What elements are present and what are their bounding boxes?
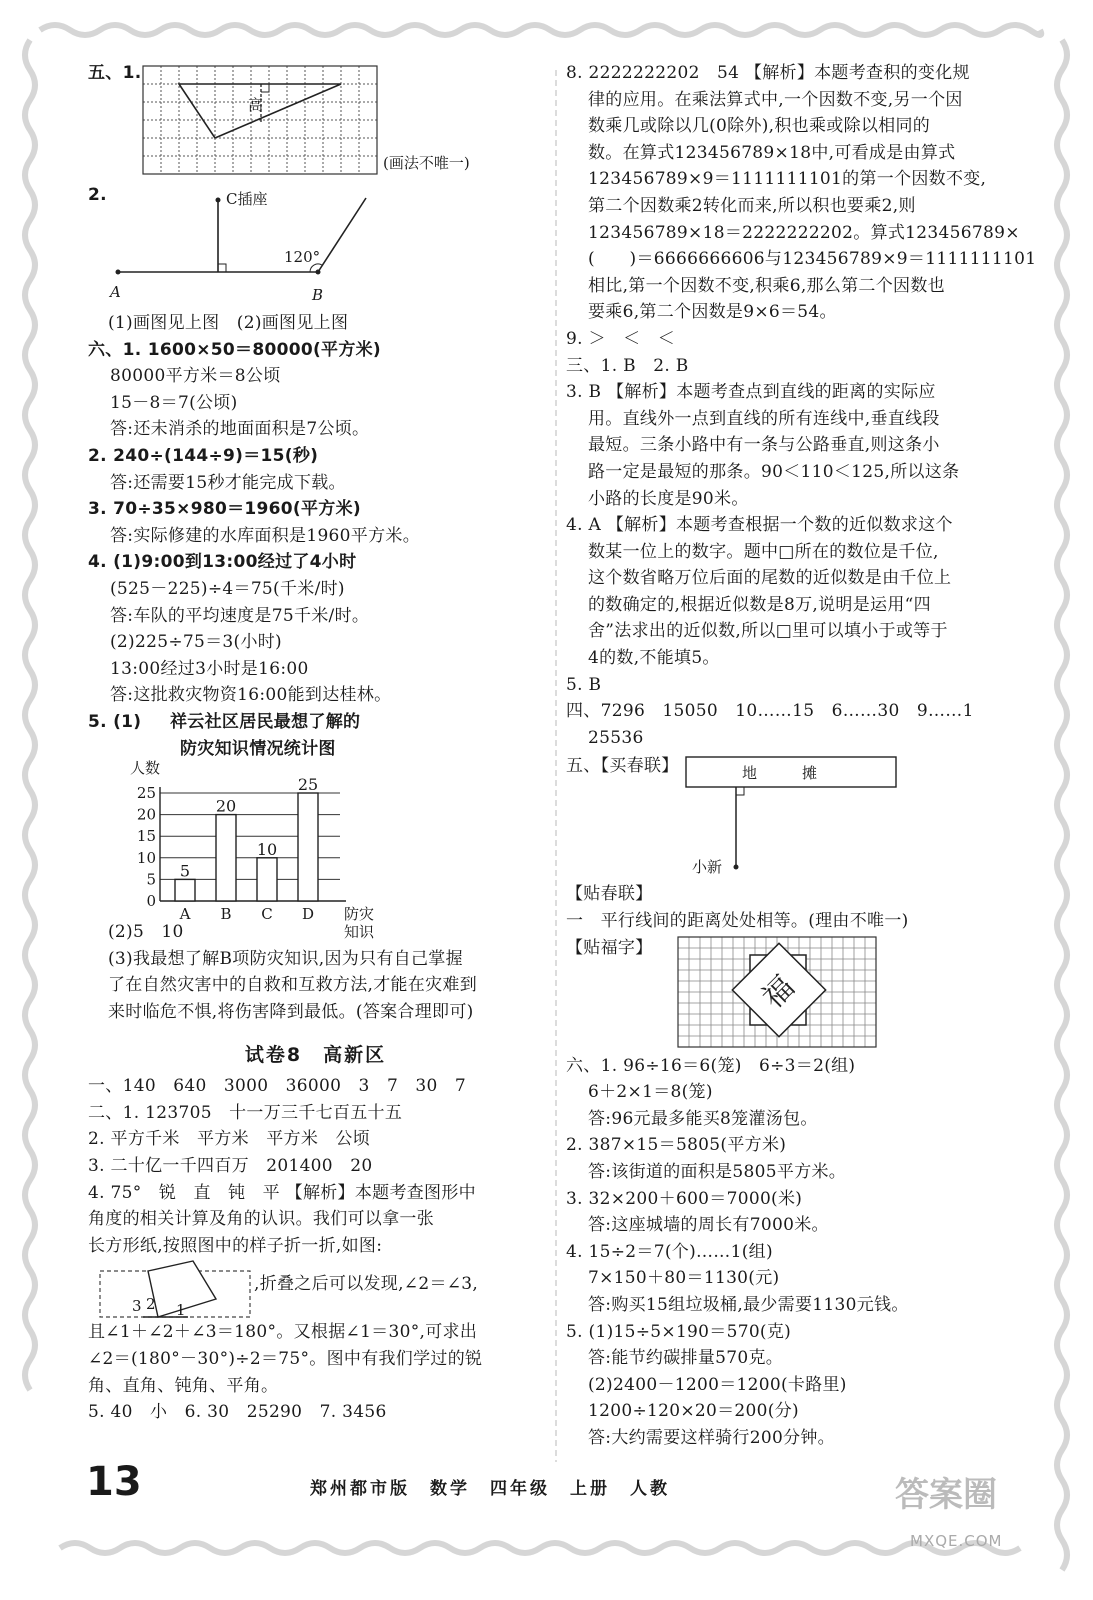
r-s6-q4-2: 7×150＋80＝1130(元) [588,1268,780,1289]
r-s3-q4-2: 数某一位上的数字。题中□所在的数位是千位, [588,541,939,562]
fu-character: 福 [755,969,802,1016]
post-couplet-label: 【贴春联】 [566,884,653,905]
s8-q2-1: 二、1. 123705 十一万三千七百五十五 [88,1102,403,1123]
watermark-url: MXQE.COM [910,1532,1003,1550]
y-tick-15: 15 [136,827,156,846]
point-a-label: A [110,283,121,301]
r-s6-q1-3: 答:96元最多能买8笼灌汤包。 [588,1108,818,1129]
r-s3-q3-4: 路一定是最短的那条。90＜110＜125,所以这条 [588,461,960,482]
q6-4-line4: (2)225÷75＝3(小时) [110,632,282,653]
s8-q2-4a: 4. 75° 锐 直 钝 平 【解析】本题考查图形中 [88,1182,476,1203]
r-s6-q1-1: 六、1. 96÷16＝6(笼) 6÷3＝2(组) [566,1055,856,1076]
q6-1-line3: 15－8＝7(公顷) [110,392,238,413]
r-q8-2: 律的应用。在乘法算式中,一个因数不变,另一个因 [588,89,963,110]
x-tick-B: B [220,904,232,923]
bar-value-C: 10 [256,839,278,859]
q6-4-line2: (525－225)÷4＝75(千米/时) [110,578,345,599]
stall-diagram [566,753,1036,881]
y-tick-25: 25 [136,783,156,802]
angle-label: 120° [284,248,321,266]
r-s3-q4-1: 4. A 【解析】本题考查根据一个数的近似数求这个 [566,515,953,536]
r-s6-q5-3: (2)2400－1200＝1200(卡路里) [588,1374,847,1395]
x-tick-C: C [261,904,273,923]
point-b-label: B [312,286,324,304]
q6-5-label: 5. (1) [88,711,142,732]
s8-q2-3: 3. 二十亿一千四百万 201400 20 [88,1156,373,1177]
bar-B [216,815,236,901]
y-tick-5: 5 [146,870,156,889]
s8-q2-4b: 角度的相关计算及角的认识。我们可以拿一张 [88,1209,434,1230]
r-s3-q3-5: 小路的长度是90米。 [588,488,749,509]
footer-edition: 郑州都市版 数学 四年级 上册 人教 [310,1479,670,1499]
r-q8-7: 123456789×18＝2222222202。算式123456789× [588,222,1020,243]
s8-q1: 一、140 640 3000 36000 3 7 30 7 [88,1076,467,1097]
bar-D [298,793,318,901]
q6-4-line1: 4. (1)9:00到13:00经过了4小时 [88,552,357,573]
xiaoxin-label: 小新 [692,858,723,877]
r-q8-6: 第二个因数乘2转化而来,所以积也要乘2,则 [588,195,916,216]
s8-q2-4d: 且∠1＋∠2＋∠3＝180°。又根据∠1＝30°,可求出 [88,1322,478,1343]
r-q8-8: ( )＝6666666606与123456789×9＝1111111101 [588,249,1037,270]
chart-title-line1: 祥云社区居民最想了解的 [170,711,361,732]
q6-3-line2: 答:实际修建的水库面积是1960平方米。 [110,525,420,546]
q6-4-line3: 答:车队的平均速度是75千米/时。 [110,605,370,626]
q6-2-line2: 答:还需要15秒才能完成下载。 [110,472,346,493]
r-s6-q5-2: 答:能节约碳排量570克。 [588,1348,784,1369]
r-s6-q5-4: 1200÷120×20＝200(分) [588,1401,799,1422]
r-s6-q1-2: 6＋2×1＝8(笼) [588,1082,713,1103]
r-q8-4: 数。在算式123456789×18中,可看成是由算式 [588,142,956,163]
question-5-1 [88,60,543,182]
post-couplet-answer: 一 平行线间的距离处处相等。(理由不唯一) [566,911,909,932]
q6-5-part2: (2)5 10 [108,921,184,942]
q5-2-label: 2. [88,185,107,205]
r-s4-line2: 25536 [588,727,644,748]
r-q8-5: 123456789×9＝1111111101的第一个因数不变, [588,169,987,190]
drawing-note: (画法不唯一) [383,154,470,172]
fu-figure [566,935,1036,1053]
r-s6-q3-1: 3. 32×200＋600＝7000(米) [566,1188,803,1209]
stall-figure [566,753,1036,881]
fold-figure-row [88,1259,543,1319]
r-s3-q3-3: 最短。三条小路中有一条与公路垂直,则这条小 [588,435,940,456]
stall-label: 地 摊 [742,764,818,783]
r-s6-q2-2: 答:该街道的面积是5805平方米。 [588,1162,847,1182]
s8-q2-4c: 长方形纸,按照图中的样子折一折,如图: [88,1235,383,1256]
s8-q2-5to7: 5. 40 小 6. 30 25290 7. 3456 [88,1402,387,1423]
r-q8-3: 数乘几或除以几(0除外),积也乘或除以相同的 [588,116,931,137]
question-5-2 [88,182,543,310]
angle-2-label: 2 [146,1295,156,1314]
x-tick-D: D [301,904,315,923]
q6-2-line1: 2. 240÷(144÷9)＝15(秒) [88,445,319,466]
bar-value-D: 25 [297,774,319,794]
angle-1-label: 1 [176,1301,186,1320]
r-s3-q3-2: 用。直线外一点到直线的所有连线中,垂直线段 [588,408,940,429]
q6-1-line4: 答:还未消杀的地面面积是7公顷。 [110,419,370,440]
s8-q2-2: 2. 平方千米 平方米 平方米 公顷 [88,1129,371,1150]
q6-3-line1: 3. 70÷35×980＝1960(平方米) [88,499,361,520]
right-column [566,60,1036,1452]
r-s6-q4-1: 4. 15÷2＝7(个)……1(组) [566,1241,773,1262]
folded-paper-figure [98,1259,258,1319]
bar-value-A: 5 [179,861,191,881]
outlet-line-figure [88,182,543,310]
angle-3-label: 3 [132,1297,142,1316]
r-s3-q1-2: 三、1. B 2. B [566,355,689,376]
bar-A [175,879,195,901]
q6-5-part3-line3: 来时临危不惧,将伤害降到最低。(答案合理即可) [108,1001,474,1022]
watermark-logo: 答案圈 [895,1475,997,1515]
fold-explanation: ,折叠之后可以发现,∠2＝∠3, [254,1274,479,1295]
y-tick-20: 20 [136,805,156,824]
r-s3-q4-4: 的数确定的,根据近似数是8万,说明是运用“四 [588,594,931,615]
r-s3-q3-1: 3. B 【解析】本题考查点到直线的距离的实际应 [566,382,936,403]
q6-1-line1: 六、1. 1600×50＝80000(平方米) [88,339,382,360]
q6-4-line6: 答:这批救灾物资16:00能到达桂林。 [110,685,392,706]
outlet-label: C插座 [226,190,268,208]
q6-5-part3-line2: 了在自然灾害中的自救和互救方法,才能在灾难到 [108,975,478,996]
left-column [88,60,543,1426]
r-s3-q4-5: 舍”法求出的近似数,所以□里可以填小于或等于 [588,621,948,642]
x-tick-A: A [179,904,191,923]
section-title-paper-8: 试卷8 高新区 [244,1044,387,1067]
r-s3-q5: 5. B [566,674,602,695]
s8-q2-4f: 角、直角、钝角、平角。 [88,1375,279,1396]
chart-xlabel-line2: 知识 [344,922,375,941]
r-q8-1: 8. 2222222202 54 【解析】本题考查积的变化规 [566,63,970,83]
s8-q2-4e: ∠2＝(180°－30°)÷2＝75°。图中有我们学过的锐 [88,1349,483,1370]
grid-triangle-figure [88,60,543,182]
chart-title-line2: 防灾知识情况统计图 [180,738,336,759]
post-fu-label: 【贴福字】 [566,937,653,958]
q6-1-line2: 80000平方米＝8公顷 [110,366,281,387]
y-tick-10: 10 [136,848,156,867]
q5-1-label: 五、1. [88,63,142,83]
r-s6-q2-1: 2. 387×15＝5805(平方米) [566,1135,787,1156]
r-s6-q4-3: 答:购买15组垃圾桶,最少需要1130元钱。 [588,1294,909,1315]
buy-couplet-label: 五、【买春联】 [566,756,679,777]
bar-value-B: 20 [215,796,237,816]
chart-ylabel: 人数 [130,758,161,777]
fu-grid-diagram [566,935,1036,1053]
chart-xlabel-line1: 防灾 [344,904,375,923]
y-tick-0: 0 [146,891,156,910]
r-s4-line1: 四、7296 15050 10……15 6……30 9……1 [566,701,974,722]
r-q8-10: 要乘6,第二个因数是9×6＝54。 [588,302,837,323]
q6-4-line5: 13:00经过3小时是16:00 [110,658,309,679]
r-q8-9: 相比,第一个因数不变,积乘6,那么第二个因数也 [588,275,945,296]
r-s3-q4-6: 4的数,不能填5。 [588,648,720,669]
page-number: 13 [86,1459,142,1505]
r-s3-q4-3: 这个数省略万位后面的尾数的近似数是由千位上 [588,568,952,589]
q6-5-part3-line1: (3)我最想了解B项防灾知识,因为只有自己掌握 [108,948,463,969]
r-q9: 9. ＞ ＜ ＜ [566,328,676,349]
r-s6-q5-5: 答:大约需要这样骑行200分钟。 [588,1427,835,1448]
r-s6-q5-1: 5. (1)15÷5×190＝570(克) [566,1321,792,1342]
height-label: 高 [248,96,264,114]
r-s6-q3-2: 答:这座城墙的周长有7000米。 [588,1215,829,1236]
q5-answer: (1)画图见上图 (2)画图见上图 [108,313,349,333]
bar-C [257,858,277,901]
